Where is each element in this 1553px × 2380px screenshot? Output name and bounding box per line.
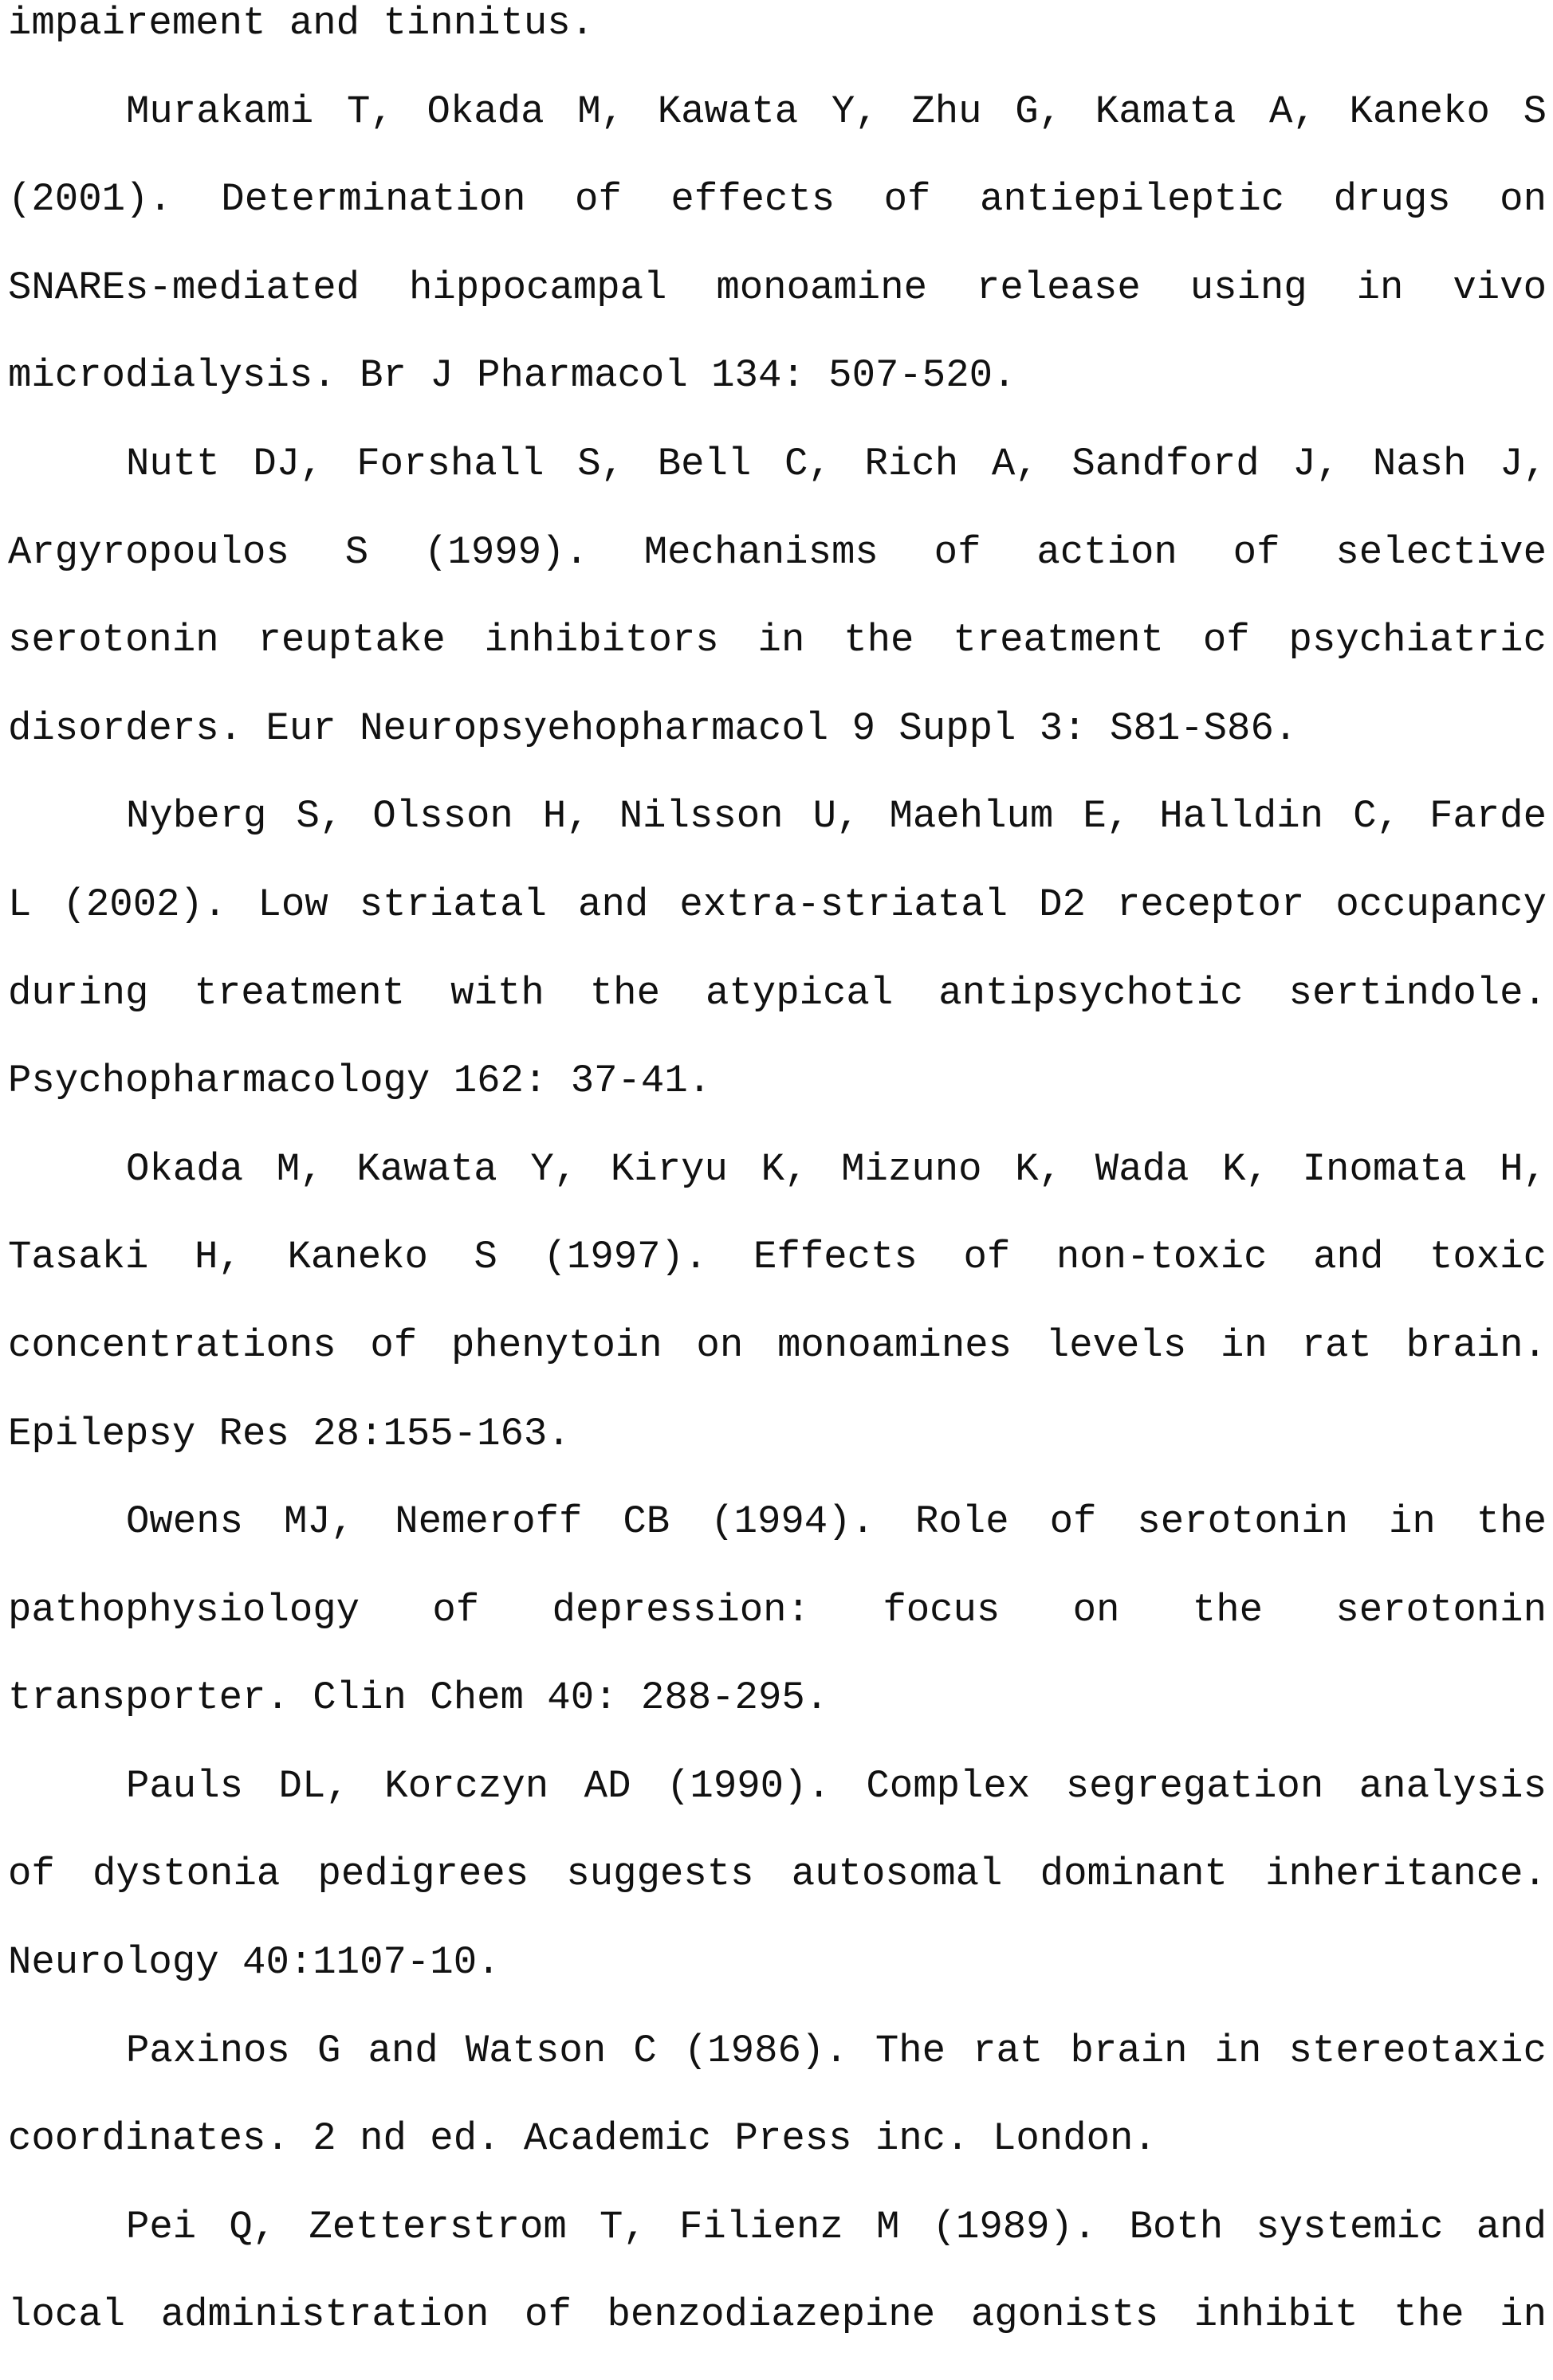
reference-line: microdialysis. Br J Pharmacol 134: 507-520. bbox=[8, 332, 1547, 420]
reference-line: disorders. Eur Neuropsyehopharmacol 9 Suppl 3: S81-S86. bbox=[8, 685, 1547, 773]
reference-murakami-2001 bbox=[8, 88, 1547, 441]
reference-pei-1989 bbox=[8, 2204, 1547, 2380]
reference-line: Epilepsy Res 28:155-163. bbox=[8, 1390, 1547, 1479]
reference-line: of dystonia pedigrees suggests autosomal dominant inheritance. bbox=[8, 1830, 1547, 1919]
reference-owens-1994 bbox=[8, 1498, 1547, 1763]
reference-list-page bbox=[8, 0, 1547, 2380]
reference-line: coordinates. 2 nd ed. Academic Press inc. London. bbox=[8, 2095, 1547, 2183]
reference-line: Nyberg S, Olsson H, Nilsson U, Maehlum E, Halldin C, Farde bbox=[8, 772, 1547, 861]
reference-line: L (2002). Low striatal and extra-striatal D2 receptor occupancy bbox=[8, 861, 1547, 949]
reference-line: Nutt DJ, Forshall S, Bell C, Rich A, Sandford J, Nash J, bbox=[8, 420, 1547, 509]
reference-nyberg-2002 bbox=[8, 793, 1547, 1145]
reference-line: Neurology 40:1107-10. bbox=[8, 1919, 1547, 2007]
reference-okada-1997 bbox=[8, 1146, 1547, 1498]
reference-line: Okada M, Kawata Y, Kiryu K, Mizuno K, Wada K, Inomata H, bbox=[8, 1125, 1547, 1214]
reference-line: Pauls DL, Korczyn AD (1990). Complex segregation analysis bbox=[8, 1742, 1547, 1831]
reference-line: during treatment with the atypical antipsychotic sertindole. bbox=[8, 949, 1547, 1038]
reference-nutt-1999 bbox=[8, 441, 1547, 793]
reference-line: (2001). Determination of effects of antiepileptic drugs on bbox=[8, 155, 1547, 244]
reference-line: Owens MJ, Nemeroff CB (1994). Role of serotonin in the bbox=[8, 1478, 1547, 1566]
reference-line: impairement and tinnitus. bbox=[8, 0, 1547, 68]
reference-line: Murakami T, Okada M, Kawata Y, Zhu G, Kamata A, Kaneko S bbox=[8, 68, 1547, 156]
reference-line: concentrations of phenytoin on monoamines levels in rat brain. bbox=[8, 1302, 1547, 1390]
reference-line: SNAREs-mediated hippocampal monoamine release using in vivo bbox=[8, 244, 1547, 332]
reference-line: Pei Q, Zetterstrom T, Filienz M (1989). Both systemic and bbox=[8, 2183, 1547, 2272]
reference-line: local administration of benzodiazepine agonists inhibit the in bbox=[8, 2271, 1547, 2359]
reference-line: Psychopharmacology 162: 37-41. bbox=[8, 1037, 1547, 1125]
reference-line: Tasaki H, Kaneko S (1997). Effects of non-toxic and toxic bbox=[8, 1213, 1547, 1302]
reference-line: pathophysiology of depression: focus on the serotonin bbox=[8, 1566, 1547, 1655]
reference-line: Paxinos G and Watson C (1986). The rat brain in stereotaxic bbox=[8, 2007, 1547, 2095]
reference-paxinos-1986 bbox=[8, 2028, 1547, 2204]
reference-line: transporter. Clin Chem 40: 288-295. bbox=[8, 1654, 1547, 1742]
reference-pauls-1990 bbox=[8, 1763, 1547, 2028]
reference-line: Argyropoulos S (1999). Mechanisms of action of selective bbox=[8, 509, 1547, 597]
reference-line: serotonin reuptake inhibitors in the treatment of psychiatric bbox=[8, 596, 1547, 685]
